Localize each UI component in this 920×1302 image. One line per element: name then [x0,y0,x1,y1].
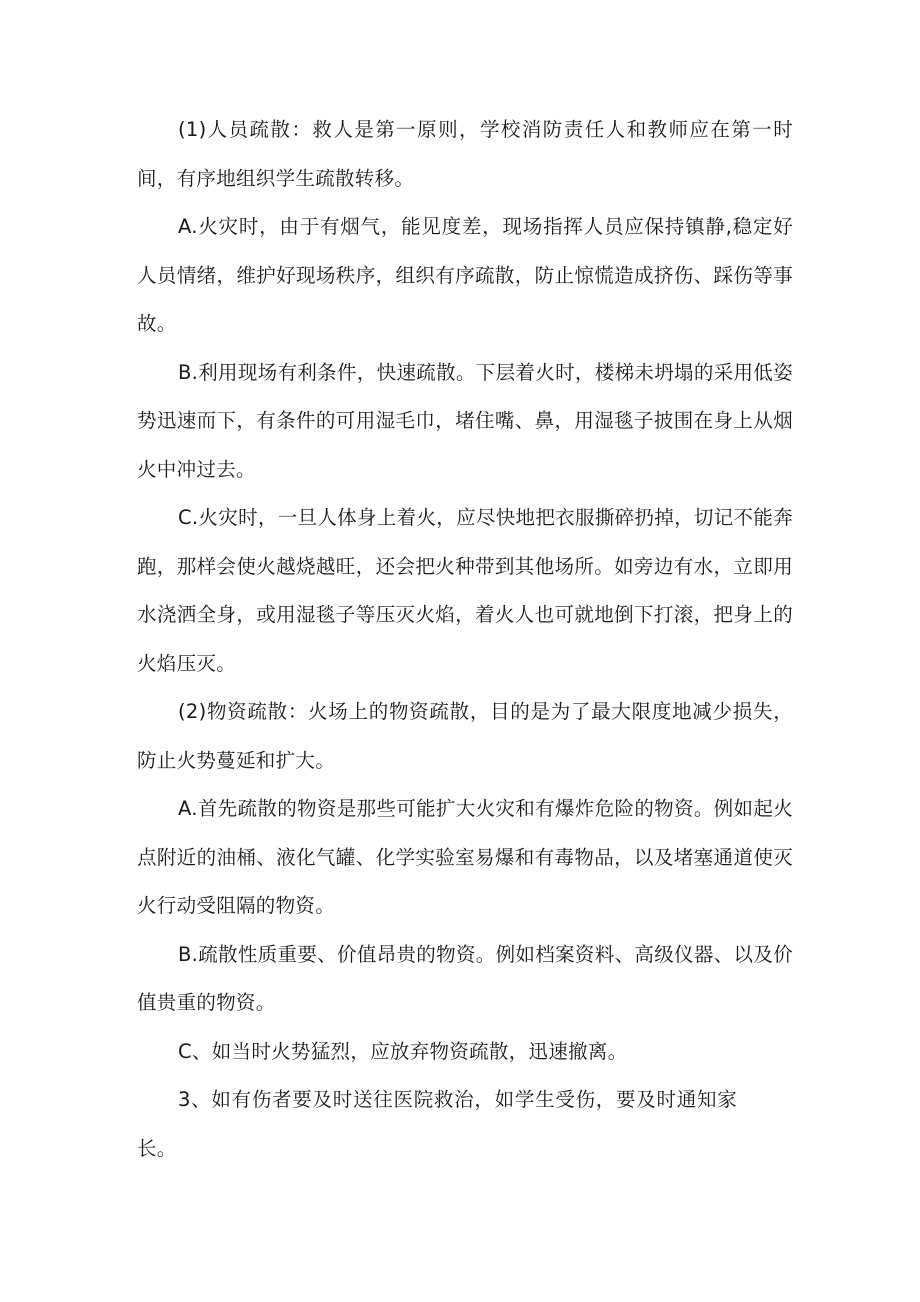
paragraph-injured: 3、如有伤者要及时送往医院救治，如学生受伤，要及时通知家长。 [137,1088,737,1160]
paragraph-material-a: A.首先疏散的物资是那些可能扩大火灾和有爆炸危险的物资。例如起火点附近的油桶、液化气罐、化学实验室易爆和有毒物品，以及堵塞通道使灭火行动受阻隔的物资。 [137,797,793,917]
paragraph-personnel-c: C.火灾时，一旦人体身上着火，应尽快地把衣服撕碎扔掉，切记不能奔跑，那样会使火越烧越旺，还会把火种带到其他场所。如旁边有水，立即用水浇洒全身，或用湿毯子等压灭火焰，着火人也可就地倒下打滚，把身上的火焰压灭。 [137,506,793,675]
paragraph-material-c: C、如当时火势猛烈，应放弃物资疏散，迅速撤离。 [178,1039,628,1063]
paragraph-personnel-b: B.利用现场有利条件，快速疏散。下层着火时，楼梯未坍塌的采用低姿势迅速而下，有条件的可用湿毛巾，堵住嘴、鼻，用湿毯子披围在身上从烟火中冲过去。 [137,360,793,481]
paragraph-personnel-evacuation: (1)人员疏散：救人是第一原则，学校消防责任人和教师应在第一时间，有序地组织学生疏散转移。 [137,118,793,190]
paragraph-material-b: B.疏散性质重要、价值昂贵的物资。例如档案资料、高级仪器、以及价值贵重的物资。 [137,942,793,1014]
paragraph-personnel-a: A.火灾时，由于有烟气，能见度差，现场指挥人员应保持镇静,稳定好人员情绪，维护好现场秩序，组织有序疏散，防止惊慌造成挤伤、踩伤等事故。 [137,215,793,335]
document-body [137,106,793,1173]
paragraph-material-evacuation: (2)物资疏散：火场上的物资疏散，目的是为了最大限度地减少损失，防止火势蔓延和扩大。 [137,700,793,772]
